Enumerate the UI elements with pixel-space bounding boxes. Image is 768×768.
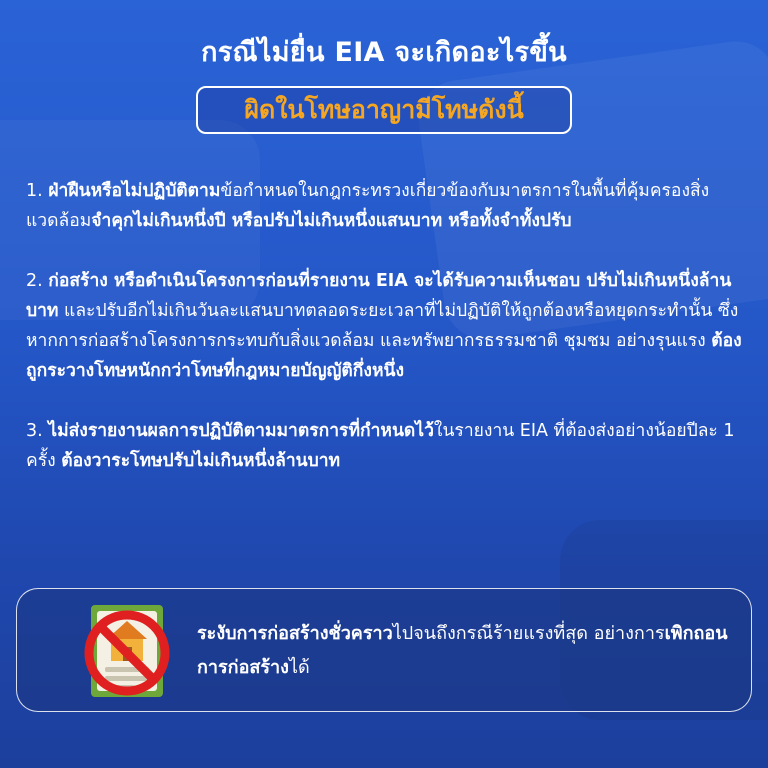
callout-box xyxy=(16,588,752,712)
callout-bold-text: เพิกถอนการก่อสร้าง xyxy=(197,623,728,678)
penalty-item-3 xyxy=(26,416,750,476)
item-bold-text: ไม่ส่งรายงานผลการปฏิบัติตามมาตรการที่กำหนดไว้ xyxy=(48,421,434,441)
callout-text xyxy=(197,617,737,685)
item-bold-text: ก่อสร้าง หรือดำเนินโครงการก่อนที่รายงาน EIA จะได้รับความเห็นชอบ ปรับไม่เกินหนึ่งล้านบาท xyxy=(26,271,732,321)
callout-plain-text: ได้ xyxy=(288,657,310,678)
page-title: กรณีไม่ยื่น EIA จะเกิดอะไรขึ้น xyxy=(201,37,567,68)
item-bold-text: ฝ่าฝืนหรือไม่ปฏิบัติตาม xyxy=(48,181,221,201)
penalty-item-1 xyxy=(26,176,750,236)
penalty-list xyxy=(26,176,750,506)
item-number: 1. xyxy=(26,181,49,201)
item-number: 2. xyxy=(26,271,49,291)
callout-bold-text: ระงับการก่อสร้างชั่วคราว xyxy=(197,623,393,644)
item-number: 3. xyxy=(26,421,49,441)
item-text: ข้อกำหนดในกฎกระทรวงเกี่ยวข้องกับมาตรการในพื้นที่คุ้มครองสิ่งแวดล้อม xyxy=(26,181,710,231)
item-text: และปรับอีกไม่เกินวันละแสนบาทตลอดระยะเวลาที่ไม่ปฏิบัติให้ถูกต้องหรือหยุดกระทำนั้น ซึ่งหากการก่อสร้างโครงการกระทบกับสิ่งแวดล้อม และทรัพยากรธรรมชาติ ชุมชม อย่างรุนแรง xyxy=(26,301,739,351)
item-bold-text: ต้องถูกระวางโทษหนักกว่าโทษที่กฎหมายบัญญัติกึ่งหนึ่ง xyxy=(26,331,742,381)
subtitle: ผิดในโทษอาญามีโทษดังนี้ xyxy=(244,95,524,124)
subtitle-box xyxy=(196,86,572,134)
item-text: ในรายงาน EIA ที่ต้องส่งอย่างน้อยปีละ 1 ครั้ง xyxy=(26,421,735,471)
penalty-item-2 xyxy=(26,266,750,386)
item-bold-text: ต้องวาระโทษปรับไม่เกินหนึ่งล้านบาท xyxy=(61,451,341,471)
no-construction-icon xyxy=(77,599,177,703)
callout-plain-text: ไปจนถึงกรณีร้ายแรงที่สุด อย่างการ xyxy=(392,623,665,644)
item-bold-text: จำคุกไม่เกินหนึ่งปี หรือปรับไม่เกินหนึ่งแสนบาท หรือทั้งจำทั้งปรับ xyxy=(91,211,572,231)
